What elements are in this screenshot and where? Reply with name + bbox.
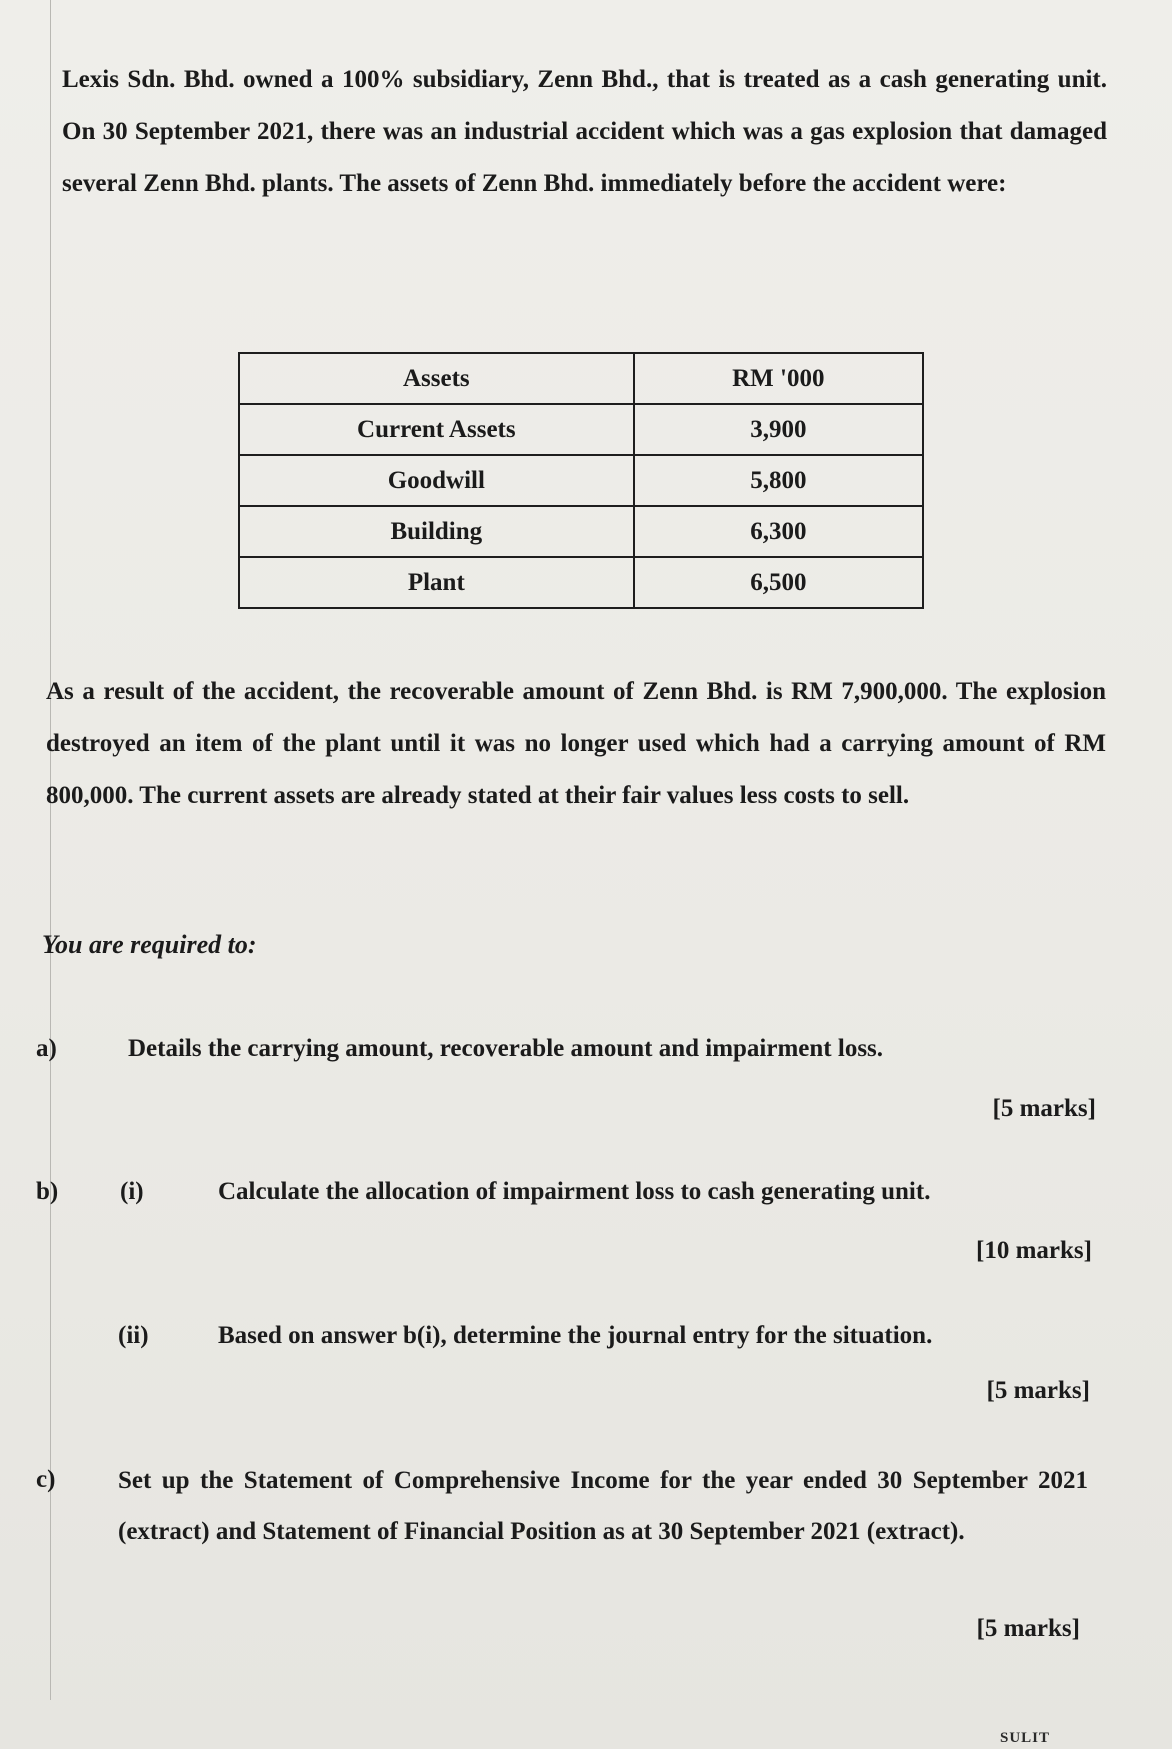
- table-cell-amount: 3,900: [634, 404, 923, 455]
- question-c-label: c): [36, 1466, 56, 1493]
- question-a-text: Details the carrying amount, recoverable amount and impairment loss.: [128, 1035, 884, 1062]
- table-cell-amount: 6,300: [634, 506, 923, 557]
- required-heading: You are required to:: [42, 930, 257, 959]
- table-row: [239, 557, 923, 608]
- table-row: [239, 455, 923, 506]
- question-b-label: b): [36, 1178, 59, 1205]
- question-b-ii-text: Based on answer b(i), determine the journal entry for the situation.: [218, 1322, 933, 1349]
- table-row: [239, 506, 923, 557]
- question-b-ii-marks: [5 marks]: [986, 1377, 1090, 1404]
- table-cell-amount: 5,800: [634, 455, 923, 506]
- table-cell-asset: Building: [239, 506, 634, 557]
- table-header-assets: Assets: [239, 353, 634, 404]
- table-header-row: [239, 353, 923, 404]
- result-paragraph: As a result of the accident, the recoverable amount of Zenn Bhd. is RM 7,900,000. The explosion destroyed an item of the plant until it was no longer used which had a carrying amount of RM 800,000. The current assets are already stated at their fair values less costs to sell.: [46, 678, 1106, 809]
- question-b-ii-label: (ii): [118, 1322, 149, 1349]
- question-a-label: a): [36, 1035, 57, 1062]
- question-b-i-label: (i): [120, 1178, 144, 1205]
- question-b-i-marks: [10 marks]: [976, 1237, 1092, 1264]
- question-c-marks: [5 marks]: [976, 1615, 1080, 1642]
- table-header-amount: RM '000: [634, 353, 923, 404]
- table-row: [239, 404, 923, 455]
- intro-paragraph: Lexis Sdn. Bhd. owned a 100% subsidiary, Zenn Bhd., that is treated as a cash generating unit. On 30 September 2021, there was an industrial accident which was a gas explosion that damaged several Zenn Bhd. plants. The assets of Zenn Bhd. immediately before the accident were:: [62, 66, 1107, 197]
- question-c-text: Set up the Statement of Comprehensive Income for the year ended 30 September 2021 (extract) and Statement of Financial Position as at 30 September 2021 (extract).: [118, 1467, 1088, 1545]
- question-a-marks: [5 marks]: [992, 1095, 1096, 1122]
- assets-table: [238, 352, 924, 609]
- footer-sulit: SULIT: [1000, 1730, 1051, 1746]
- table-cell-amount: 6,500: [634, 557, 923, 608]
- question-b-i-text: Calculate the allocation of impairment loss to cash generating unit.: [218, 1178, 931, 1205]
- table-cell-asset: Goodwill: [239, 455, 634, 506]
- table-cell-asset: Plant: [239, 557, 634, 608]
- page-margin-line: [50, 0, 51, 1700]
- table-cell-asset: Current Assets: [239, 404, 634, 455]
